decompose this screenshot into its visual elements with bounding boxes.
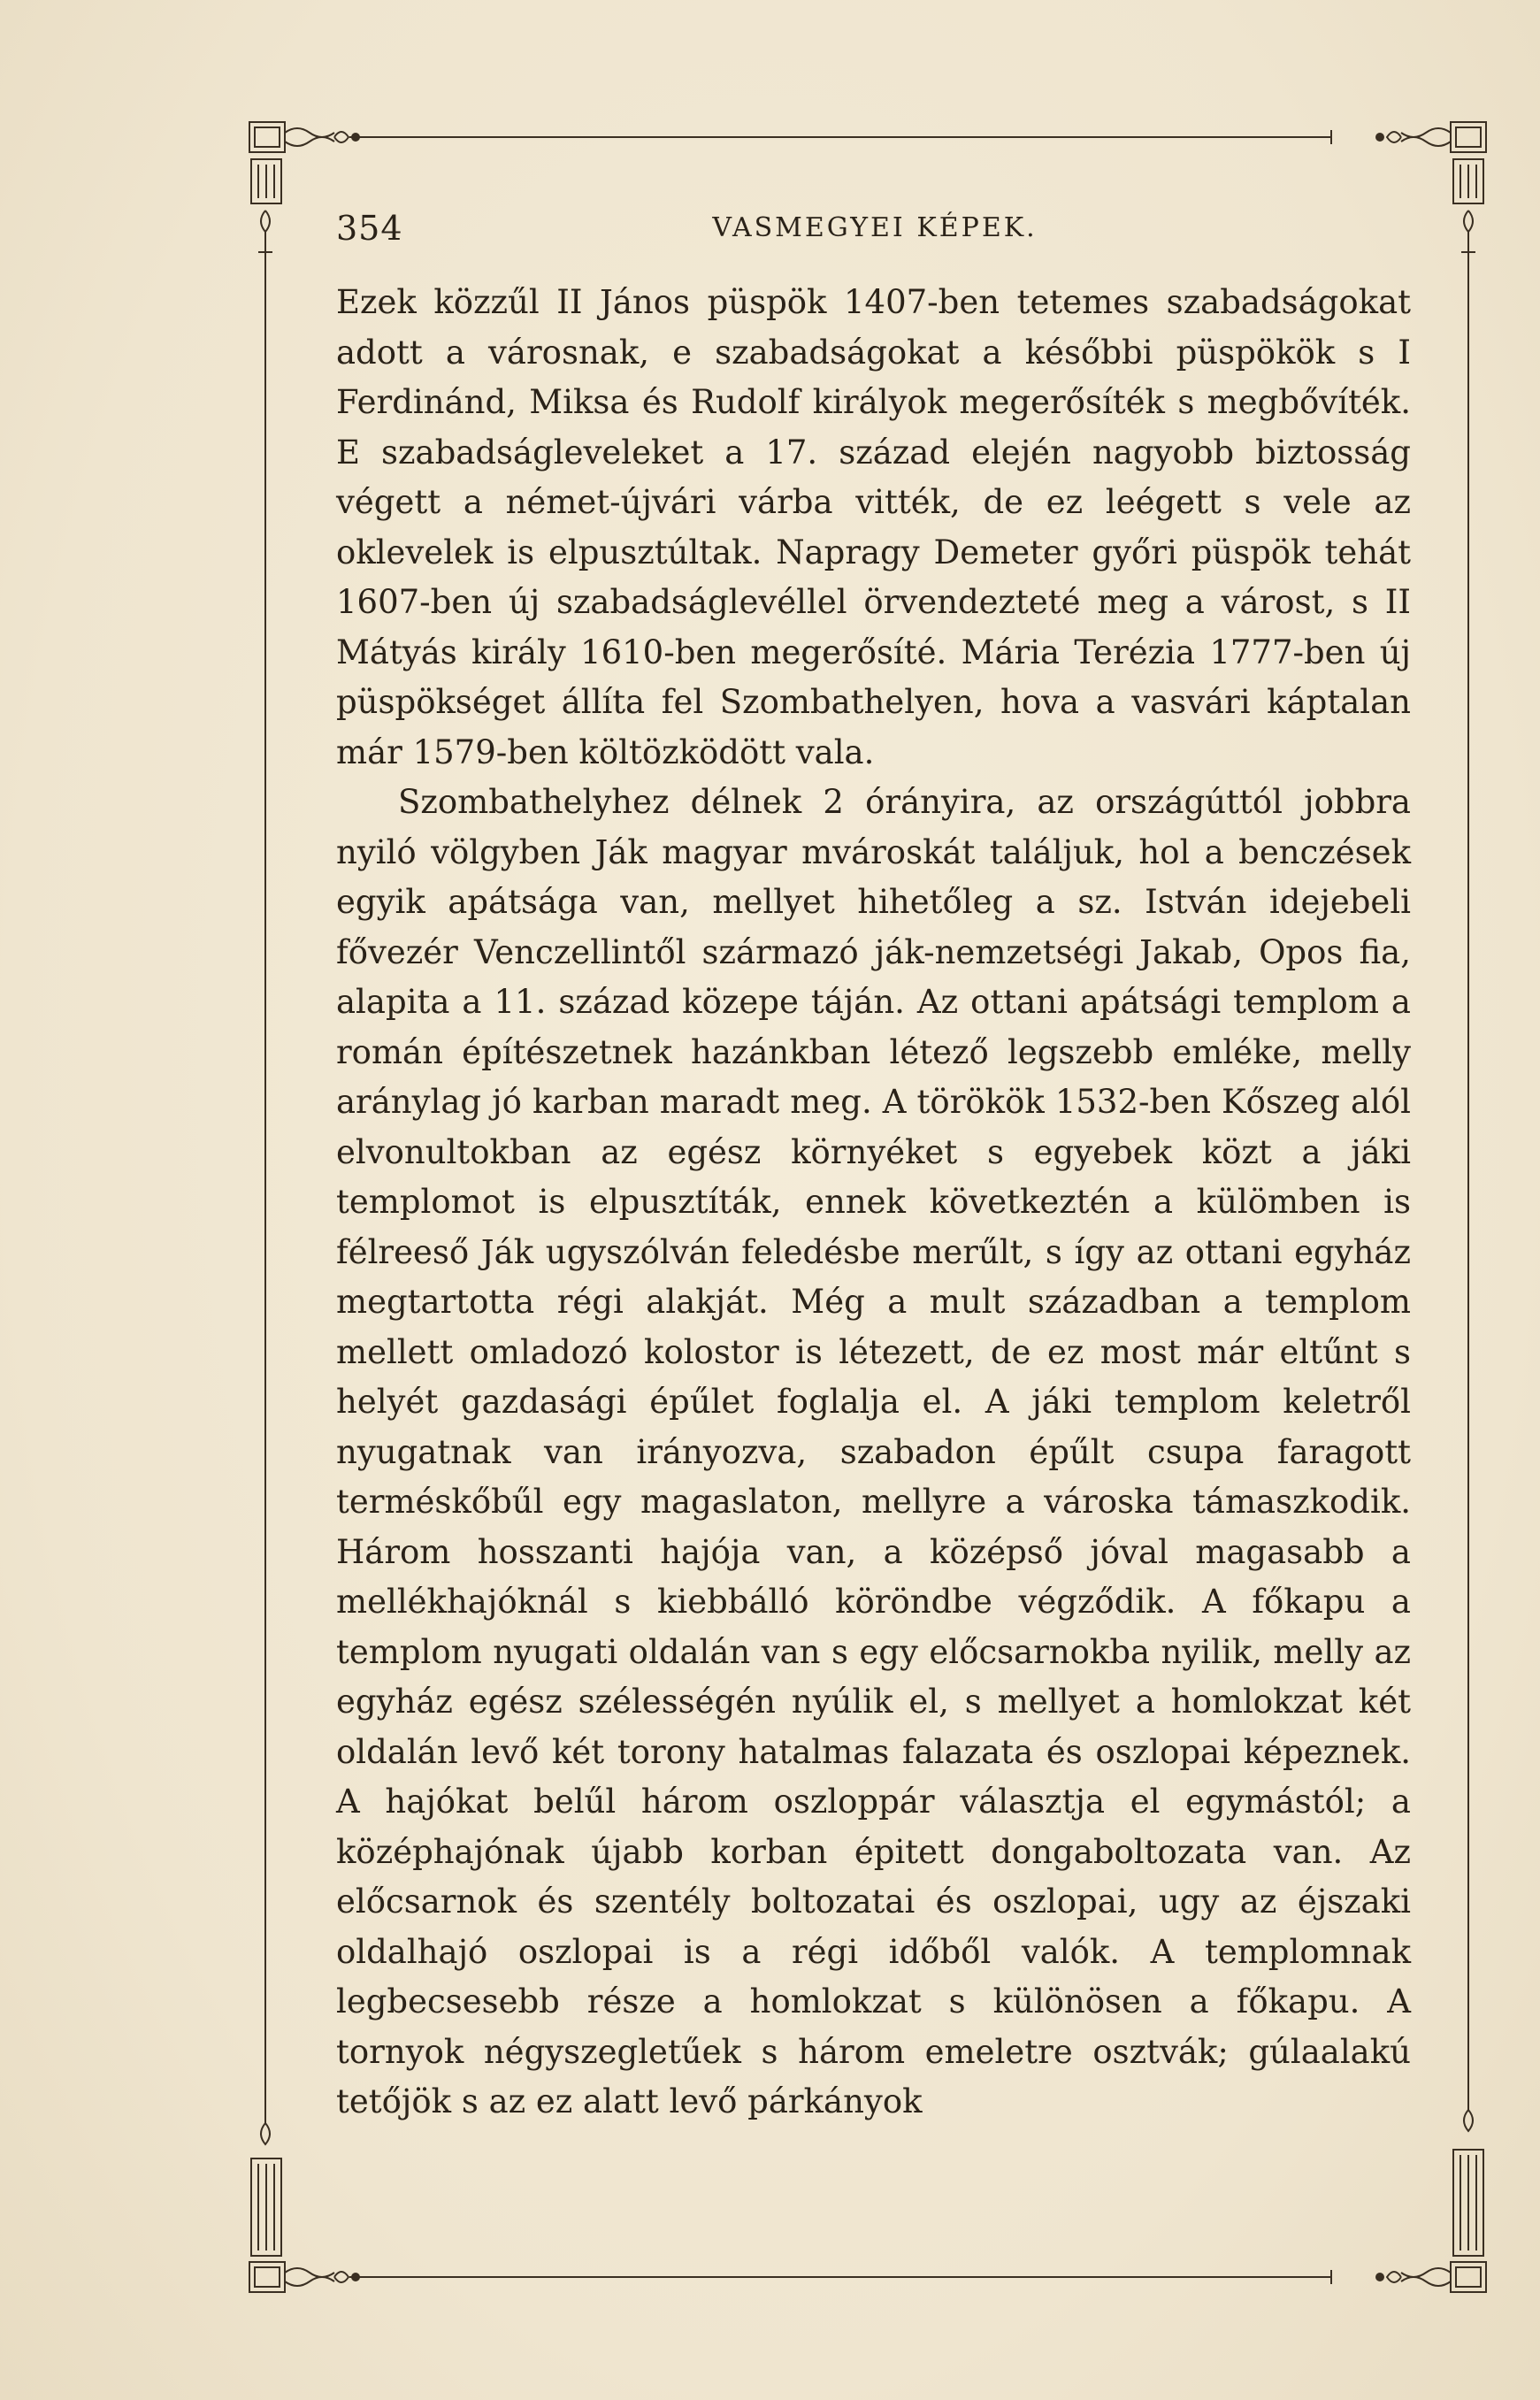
page-number: 354	[336, 209, 403, 248]
paragraph-2: Szombathelyhez délnek 2 órányira, az országúttól jobbra nyiló völgyben Ják magyar mvároskát találjuk, hol a benczések egyik apátsága van, mellyet hihetőleg a sz. István idejebeli fővezér Venczellintől származó ják-nemzetségi Jakab, Opos fia, alapita a 11. század közepe táján. Az ottani apátsági templom a román építészetnek hazánkban létező legszebb emléke, melly aránylag jó karban maradt meg. A törökök 1532-ben Kőszeg alól elvonultokban az egész környéket s egyebek közt a jáki templomot is elpusztíták, ennek következtén a külömben is félreeső Ják ugyszólván feledésbe merűlt, s így az ottani egyház megtartotta régi alakját. Még a mult században a templom mellett omladozó kolostor is létezett, de ez most már eltűnt s helyét gazdasági épűlet foglalja el. A jáki templom keletről nyugatnak van irányozva, szabadon épűlt csupa faragott terméskőbűl egy magaslaton, mellyre a városka támaszkodik. Három hosszanti hajója van, a középső jóval magasabb a mellékhajóknál s kiebbálló köröndbe végződik. A főkapu a templom nyugati oldalán van s egy előcsarnokba nyilik, melly az egyház egész szélességén nyúlik el, s mellyet a homlokzat két oldalán levő két torony hatalmas falazata és oszlopai képeznek. A hajókat belűl három oszloppár választja el egymástól; a középhajónak újabb korban épitett dongaboltozata van. Az előcsarnok és szentély boltozatai és oszlopai, ugy az éjszaki oldalhajó oszlopai is a régi időből valók. A templomnak legbecsesebb része a homlokzat s különösen a főkapu. A tornyok négyszegletűek s három emeletre osztvák; gúlaalakú tetőjök s az ez alatt levő párkányok	[336, 783, 1411, 2120]
running-title: VASMEGYEI KÉPEK.	[712, 212, 1038, 243]
body-text	[336, 278, 1411, 2128]
paragraph-1: Ezek közzűl II János püspök 1407-ben tetemes szabadságokat adott a városnak, e szabadságokat a későbbi püspökök s I Ferdinánd, Miksa és Rudolf királyok megerősíték s megbővíték. E szabadságleveleket a 17. század elején nagyobb biztosság végett a német-újvári várba vitték, de ez leégett s vele az oklevelek is elpusztúltak. Napragy Demeter győri püspök tehát 1607-ben új szabadságlevéllel örvendezteté meg a várost, s II Mátyás király 1610-ben megerősíté. Mária Terézia 1777-ben új püspökséget állíta fel Szombathelyen, hova a vasvári káptalan már 1579-ben költözködött vala.	[336, 283, 1411, 771]
page-header	[336, 203, 1414, 257]
